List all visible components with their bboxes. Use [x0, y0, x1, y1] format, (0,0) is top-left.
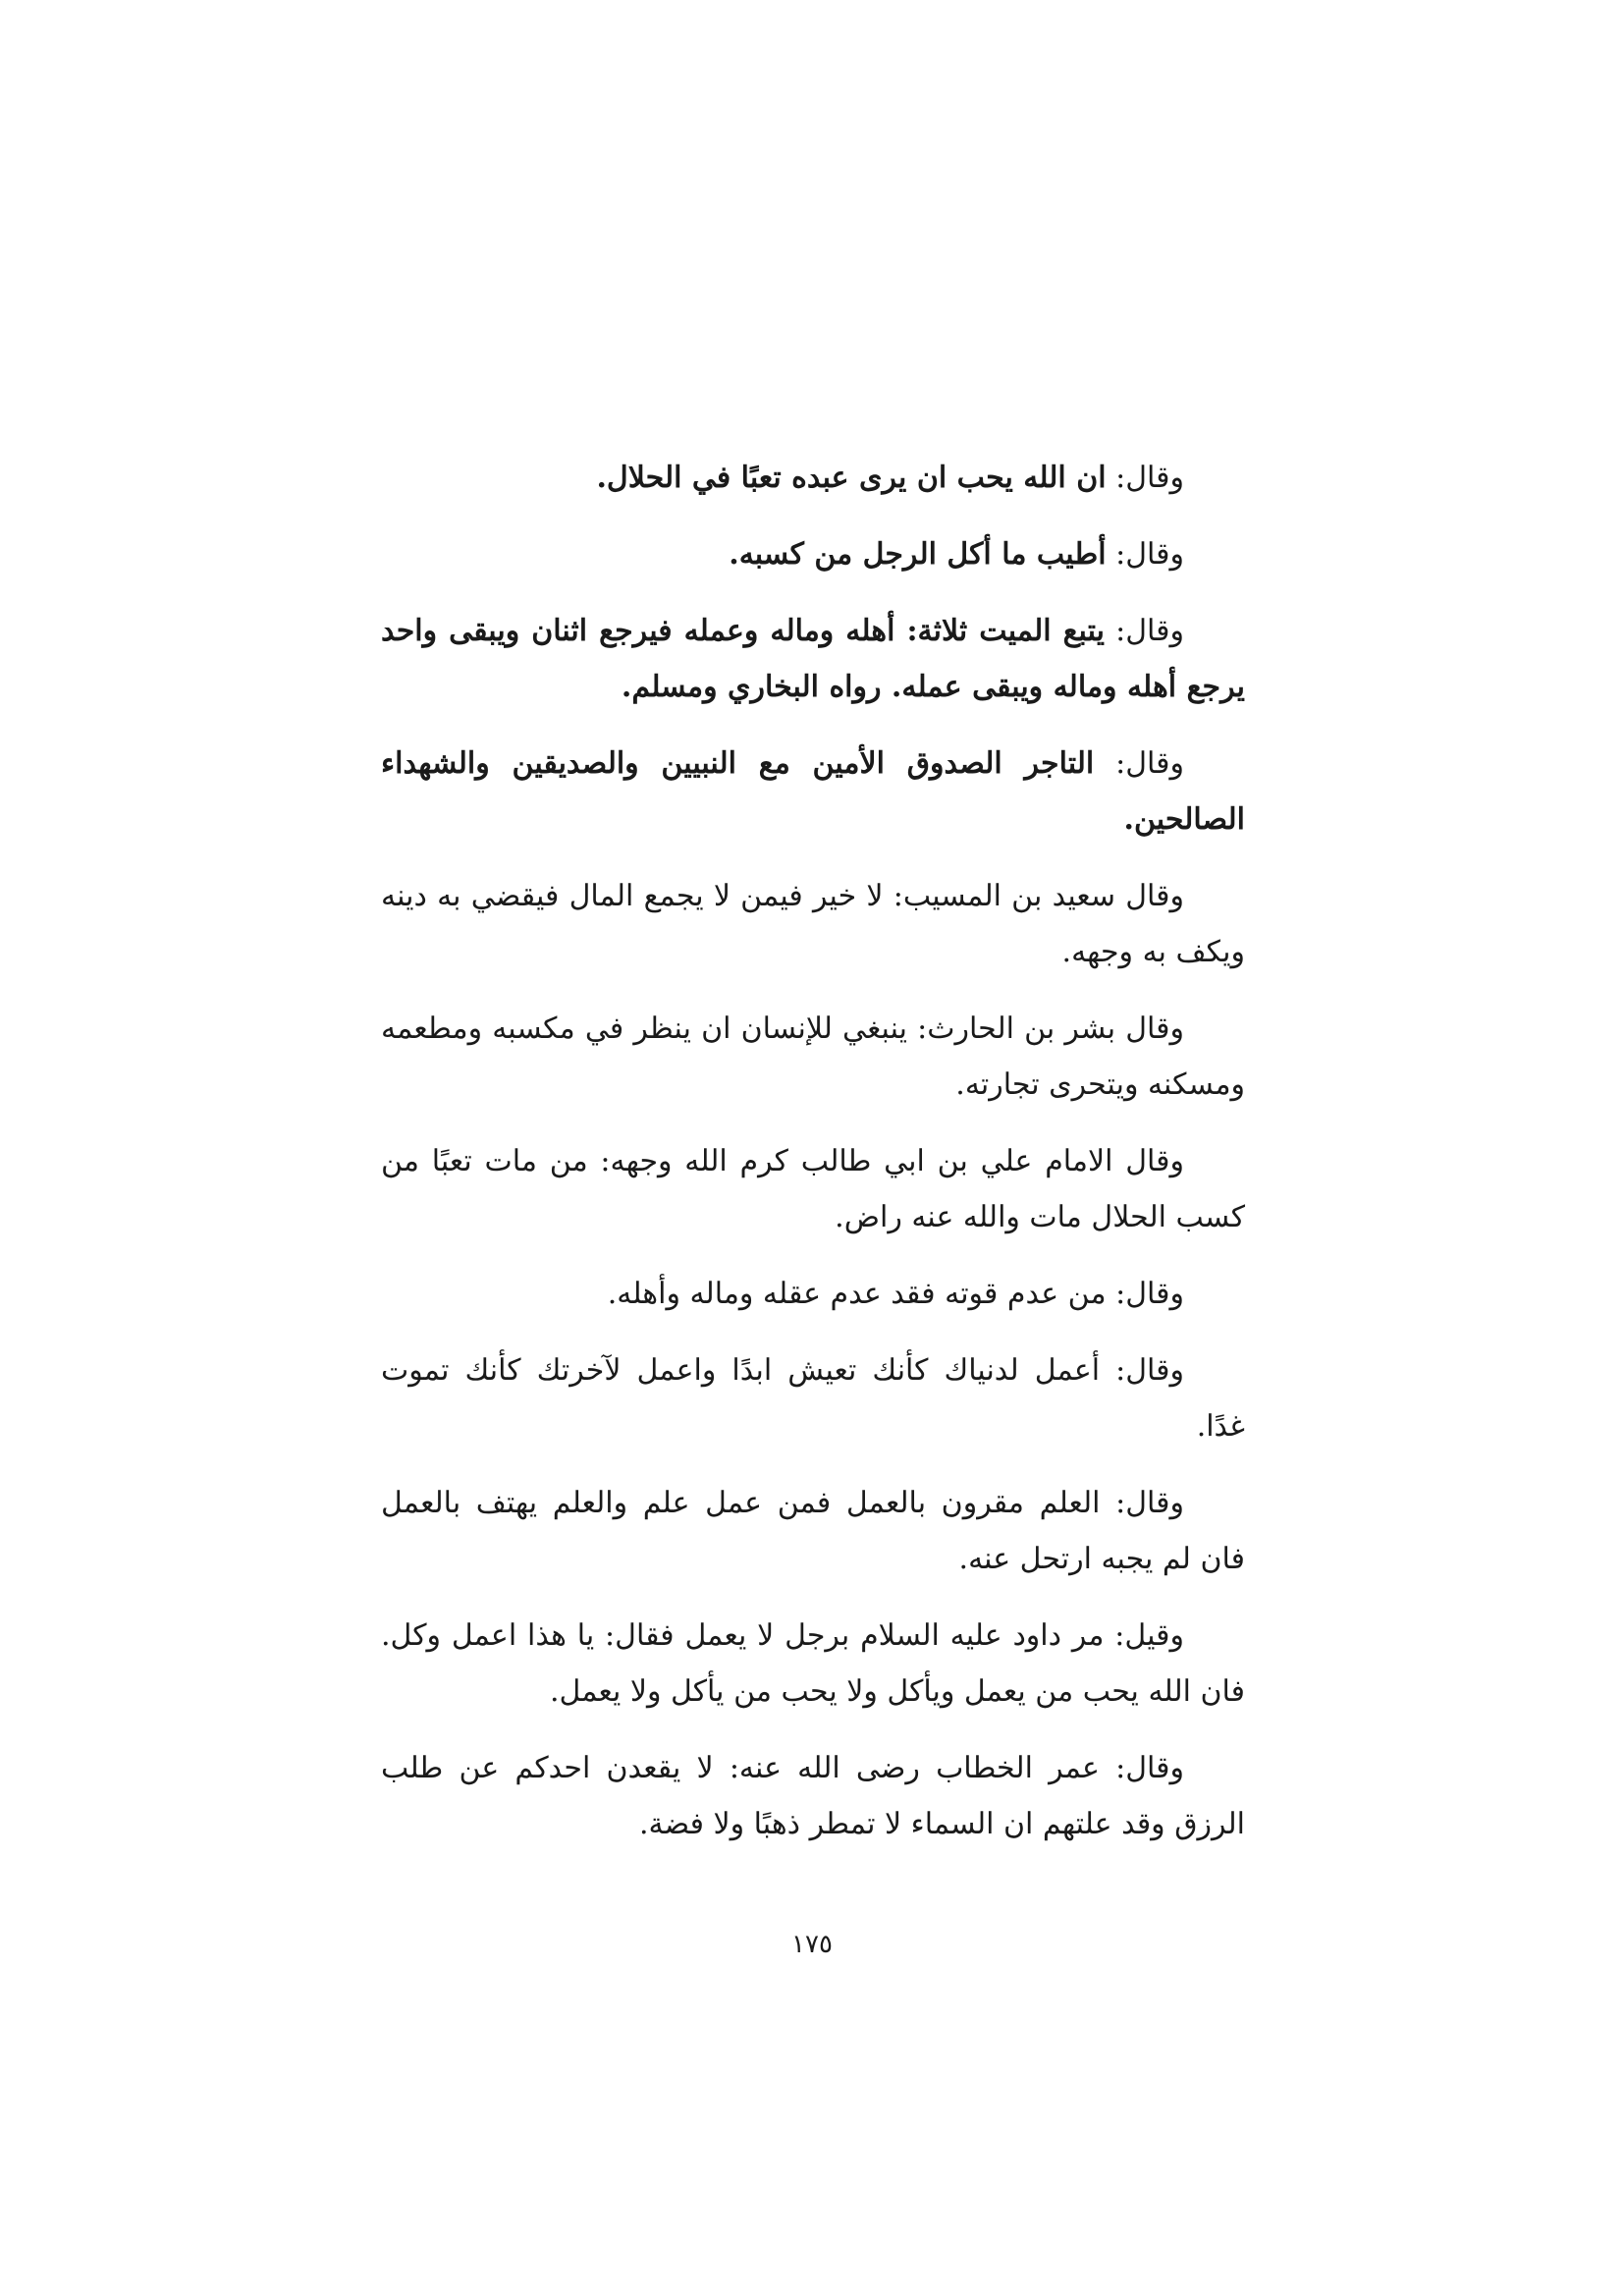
paragraph: وقال: يتبع الميت ثلاثة: أهله وماله وعمله فيرجع اثنان ويبقى واحد يرجع أهله وماله ويبقى عمله. رواه البخاري ومسلم. — [381, 614, 1245, 704]
paragraph: وقال بشر بن الحارث: ينبغي للإنسان ان ينظر في مكسبه ومطعمه ومسكنه ويتحرى تجارته. — [381, 1011, 1245, 1102]
paragraph: وقال: من عدم قوته فقد عدم عقله وماله وأهله. — [607, 1277, 1184, 1311]
paragraph: وقال الامام علي بن ابي طالب كرم الله وجهه: من مات تعبًا من كسب الحلال مات والله عنه راض. — [381, 1144, 1245, 1234]
body-text — [381, 450, 1245, 1873]
paragraph: وقال: عمر الخطاب رضى الله عنه: لا يقعدن احدكم عن طلب الرزق وقد علتهم ان السماء لا تمطر ذهبًا ولا فضة. — [381, 1751, 1245, 1841]
paragraph: وقال: التاجر الصدوق الأمين مع النبيين والصديقين والشهداء الصالحين. — [381, 746, 1245, 837]
page-number: ١٧٥ — [791, 1930, 833, 1959]
paragraph: وقال: أعمل لدنياك كأنك تعيش ابدًا واعمل لآخرتك كأنك تموت غدًا. — [381, 1353, 1245, 1444]
paragraph: وقيل: مر داود عليه السلام برجل لا يعمل فقال: يا هذا اعمل وكل. فان الله يحب من يعمل ويأكل ولا يحب من يأكل ولا يعمل. — [381, 1618, 1245, 1709]
paragraph: وقال سعيد بن المسيب: لا خير فيمن لا يجمع المال فيقضي به دينه ويكف به وجهه. — [381, 879, 1245, 969]
paragraph: وقال: أطيب ما أكل الرجل من كسبه. — [729, 537, 1184, 572]
paragraph: وقال: العلم مقرون بالعمل فمن عمل علم والعلم يهتف بالعمل فان لم يجبه ارتحل عنه. — [381, 1486, 1245, 1576]
paragraph: وقال: ان الله يحب ان يرى عبده تعبًا في الحلال. — [596, 461, 1184, 495]
